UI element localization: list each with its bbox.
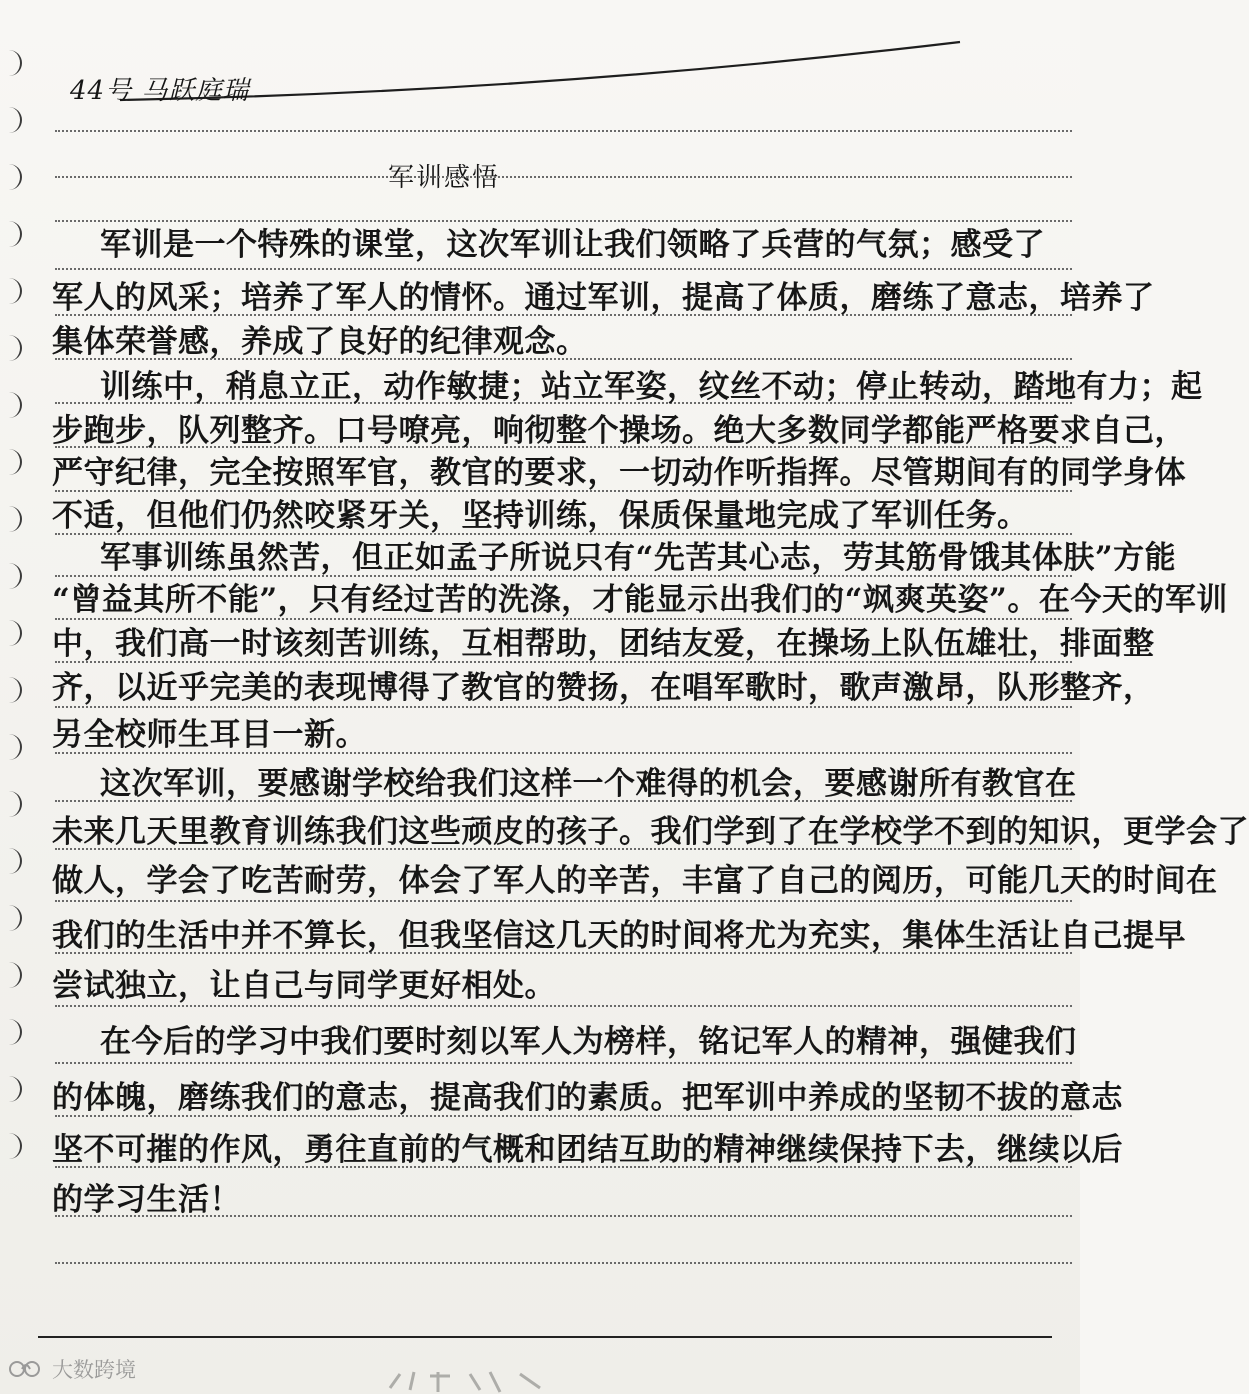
binding-ring [2, 506, 22, 532]
binding-ring [2, 620, 22, 646]
binding-ring [2, 278, 22, 304]
essay-line: 严守纪律，完全按照军官，教官的要求，一切动作听指挥。尽管期间有的同学身体 [52, 455, 1186, 491]
bleed-through-marks [380, 1368, 550, 1394]
essay-line: 做人，学会了吃苦耐劳，体会了军人的辛苦，丰富了自己的阅历，可能几天的时间在 [52, 863, 1218, 899]
student-id: 44号 马跃庭瑞 [70, 76, 250, 106]
binding-ring [2, 449, 22, 475]
ruled-line [55, 1062, 1072, 1064]
bottom-rule [38, 1336, 1052, 1338]
watermark [8, 1354, 136, 1384]
essay-line: 在今后的学习中我们要时刻以军人为榜样，铭记军人的精神，强健我们 [100, 1024, 1077, 1060]
ruled-line [55, 1262, 1072, 1264]
binding-ring [2, 1019, 22, 1045]
essay-line: 这次军训，要感谢学校给我们这样一个难得的机会，要感谢所有教官在 [100, 766, 1077, 802]
watermark-text: 大数跨境 [52, 1358, 136, 1382]
binding-ring [2, 734, 22, 760]
essay-line: 我们的生活中并不算长，但我坚信这几天的时间将尤为充实，集体生活让自己提早 [52, 918, 1186, 954]
essay-line: 另全校师生耳目一新。 [52, 717, 367, 753]
binding-ring [2, 791, 22, 817]
essay-line: 的体魄，磨练我们的意志，提高我们的素质。把军训中养成的坚韧不拔的意志 [52, 1080, 1123, 1116]
essay-line: 步跑步，队列整齐。口号嘹亮，响彻整个操场。绝大多数同学都能严格要求自己， [52, 413, 1186, 449]
essay-line: 齐，以近乎完美的表现博得了教官的赞扬，在唱军歌时，歌声激昂，队形整齐， [52, 670, 1155, 706]
ruled-line [55, 130, 1072, 132]
essay-line: 训练中，稍息立正，动作敏捷；站立军姿，纹丝不动；停止转动，踏地有力；起 [100, 369, 1203, 405]
binding-ring [2, 221, 22, 247]
binding-ring [2, 50, 22, 76]
binding-ring [2, 905, 22, 931]
essay-line: 中，我们高一时该刻苦训练，互相帮助，团结友爱，在操场上队伍雄壮，排面整 [52, 626, 1155, 662]
binding-ring [2, 563, 22, 589]
essay-line: 军训是一个特殊的课堂，这次军训让我们领略了兵营的气氛；感受了 [100, 227, 1045, 263]
essay-line: 集体荣誉感，养成了良好的纪律观念。 [52, 324, 588, 360]
binding-ring [2, 1076, 22, 1102]
binding-ring [2, 1133, 22, 1159]
essay-line: 尝试独立，让自己与同学更好相处。 [52, 968, 556, 1004]
essay-line: 军人的风采；培养了军人的情怀。通过军训，提高了体质，磨练了意志，培养了 [52, 280, 1155, 316]
essay-title: 军训感悟 [388, 163, 501, 193]
ruled-line [55, 176, 1072, 178]
essay-line: 坚不可摧的作风，勇往直前的气概和团结互助的精神继续保持下去，继续以后 [52, 1132, 1123, 1168]
binding-ring [2, 677, 22, 703]
ruled-line [55, 268, 1072, 270]
essay-line: 不适，但他们仍然咬紧牙关，坚持训练，保质保量地完成了军训任务。 [52, 498, 1029, 534]
essay-line: 军事训练虽然苦，但正如孟子所说只有“先苦其心志，劳其筋骨饿其体肤”方能 [100, 540, 1177, 576]
binding-ring [2, 107, 22, 133]
spiral-binding [0, 50, 28, 1210]
watermark-logo-icon [8, 1357, 46, 1381]
binding-ring [2, 962, 22, 988]
essay-line: 未来几天里教育训练我们这些顽皮的孩子。我们学到了在学校学不到的知识，更学会了 [52, 814, 1249, 850]
binding-ring [2, 164, 22, 190]
essay-line: “曾益其所不能”，只有经过苦的洗涤，才能显示出我们的“飒爽英姿”。在今天的军训 [52, 582, 1228, 618]
ruled-line [55, 220, 1072, 222]
binding-ring [2, 848, 22, 874]
binding-ring [2, 335, 22, 361]
binding-ring [2, 392, 22, 418]
essay-line: 的学习生活！ [52, 1182, 241, 1218]
